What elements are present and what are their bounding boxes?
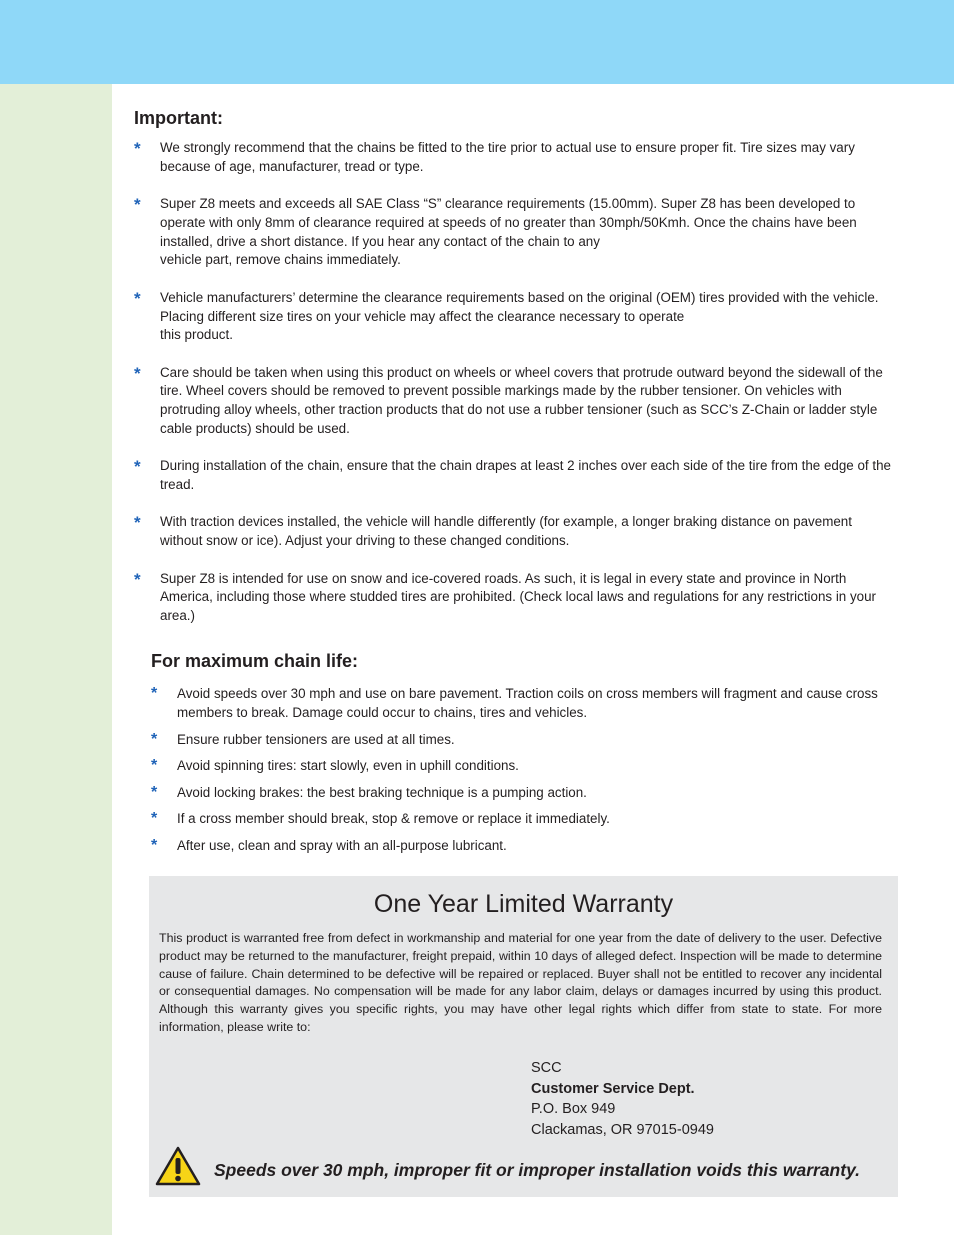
list-item-text: Ensure rubber tensioners are used at all times. bbox=[177, 731, 455, 747]
bullet-star-icon: * bbox=[134, 139, 141, 158]
address-company: SCC bbox=[531, 1060, 562, 1076]
list-item-text: Super Z8 meets and exceeds all SAE Class “S” clearance requirements (15.00mm). Super Z8 has been developed to operate with only 8mm of clearance required at speeds of no greater than 30mph/50Kmh. Once the chains have been installed, drive a short distance. If you hear any contact of the chain to any bbox=[160, 196, 857, 249]
sidebar-band bbox=[0, 84, 112, 1235]
address-city: Clackamas, OR 97015-0949 bbox=[531, 1121, 714, 1138]
address-po-box: P.O. Box 949 bbox=[531, 1101, 616, 1118]
bullet-star-icon: * bbox=[134, 457, 141, 477]
list-item-text: With traction devices installed, the vehicle will handle differently (for example, a longer braking distance on pavement without snow or ice). Adjust your driving to these changed conditions. bbox=[160, 514, 852, 549]
list-item bbox=[134, 364, 894, 439]
bullet-star-icon: * bbox=[151, 757, 158, 774]
warranty-box bbox=[149, 876, 898, 1197]
list-item bbox=[151, 756, 899, 775]
list-item-text: this product. bbox=[160, 327, 233, 343]
address-dept: Customer Service Dept. bbox=[531, 1080, 695, 1097]
list-item bbox=[134, 139, 894, 177]
list-item-text: Vehicle manufacturers’ determine the clearance requirements based on the original (OEM) tires provided with the vehicle. Placing different size tires on your vehicle may affect the clearance necessary to operate bbox=[160, 289, 879, 324]
list-item-text: Avoid spinning tires: start slowly, even in uphill conditions. bbox=[177, 758, 519, 773]
max-life-heading: For maximum chain life: bbox=[151, 651, 359, 671]
list-item-text: If a cross member should break, stop & remove or replace it immediately. bbox=[177, 811, 610, 826]
bullet-star-icon: * bbox=[134, 569, 141, 589]
bullet-star-icon: * bbox=[151, 730, 158, 748]
bullet-star-icon: * bbox=[134, 195, 141, 215]
list-item-text: During installation of the chain, ensure that the chain drapes at least 2 inches over each side of the tire from the edge of the tread. bbox=[160, 458, 891, 493]
warranty-warning: Speeds over 30 mph, improper fit or improper installation voids this warranty. bbox=[214, 1160, 861, 1180]
list-item bbox=[151, 730, 899, 749]
bullet-star-icon: * bbox=[151, 783, 158, 801]
bullet-star-icon: * bbox=[134, 288, 141, 308]
list-item-text: Super Z8 is intended for use on snow and ice-covered roads. As such, it is legal in every state and province in North America, including those where studded tires are prohibited. (Check local laws and regulations for any restrictions in your area.) bbox=[160, 570, 877, 624]
list-item bbox=[134, 513, 894, 551]
list-item-text: Care should be taken when using this product on wheels or wheel covers that protrude outward beyond the sidewall of the tire. Wheel covers should be removed to prevent possible markings made by the rubber tensioner. On vehicles with protruding alloy wheels, other traction products that do not use a rubber tensioner (such as SCC’s Z-Chain or ladder style cable products) should be used. bbox=[160, 364, 883, 437]
list-item bbox=[151, 783, 899, 802]
list-item-text: Avoid speeds over 30 mph and use on bare pavement. Traction coils on cross members will fragment and cause cross members to break. Damage could occur to chains, tires and vehicles. bbox=[177, 686, 878, 720]
list-item bbox=[134, 195, 894, 270]
bullet-star-icon: * bbox=[151, 685, 158, 702]
important-heading: Important: bbox=[134, 108, 223, 128]
list-item-text: We strongly recommend that the chains be fitted to the tire prior to actual use to ensure proper fit. Tire sizes may vary because of age, manufacturer, tread or type. bbox=[160, 140, 855, 174]
bullet-star-icon: * bbox=[151, 836, 158, 854]
list-item-text: Avoid locking brakes: the best braking technique is a pumping action. bbox=[177, 784, 587, 800]
list-item bbox=[134, 570, 894, 626]
list-item bbox=[151, 836, 899, 855]
bullet-star-icon: * bbox=[151, 810, 158, 827]
list-item-text: vehicle part, remove chains immediately. bbox=[160, 252, 401, 268]
list-item bbox=[134, 289, 894, 345]
important-list bbox=[134, 139, 894, 644]
list-item bbox=[151, 809, 899, 828]
bullet-star-icon: * bbox=[134, 513, 141, 533]
bullet-star-icon: * bbox=[134, 363, 141, 383]
warranty-title: One Year Limited Warranty bbox=[373, 890, 674, 918]
list-item bbox=[151, 684, 899, 722]
warning-triangle-icon bbox=[155, 1146, 201, 1186]
header-band bbox=[0, 0, 954, 84]
list-item bbox=[134, 457, 894, 495]
max-life-list bbox=[151, 684, 899, 862]
mailing-address bbox=[531, 1058, 714, 1140]
warranty-body: This product is warranted free from defect in workmanship and material for one year from the date of delivery to the user. Defective product may be returned to the manufacturer, freight prepaid, within 10 days of alleged defect. Inspection will be made to determine cause of failure. Chain determined to be defective will be repaired or replaced. Buyer shall not be entitled to recover any incidental or consequential damages. No compensation will be made for any labor claim, delays or damages incurred by using this product. Although this warranty gives you specific rights, you may have other legal rights which differ from state to state. For more information, please write to: bbox=[159, 931, 882, 1034]
list-item-text: After use, clean and spray with an all-purpose lubricant. bbox=[177, 837, 507, 853]
